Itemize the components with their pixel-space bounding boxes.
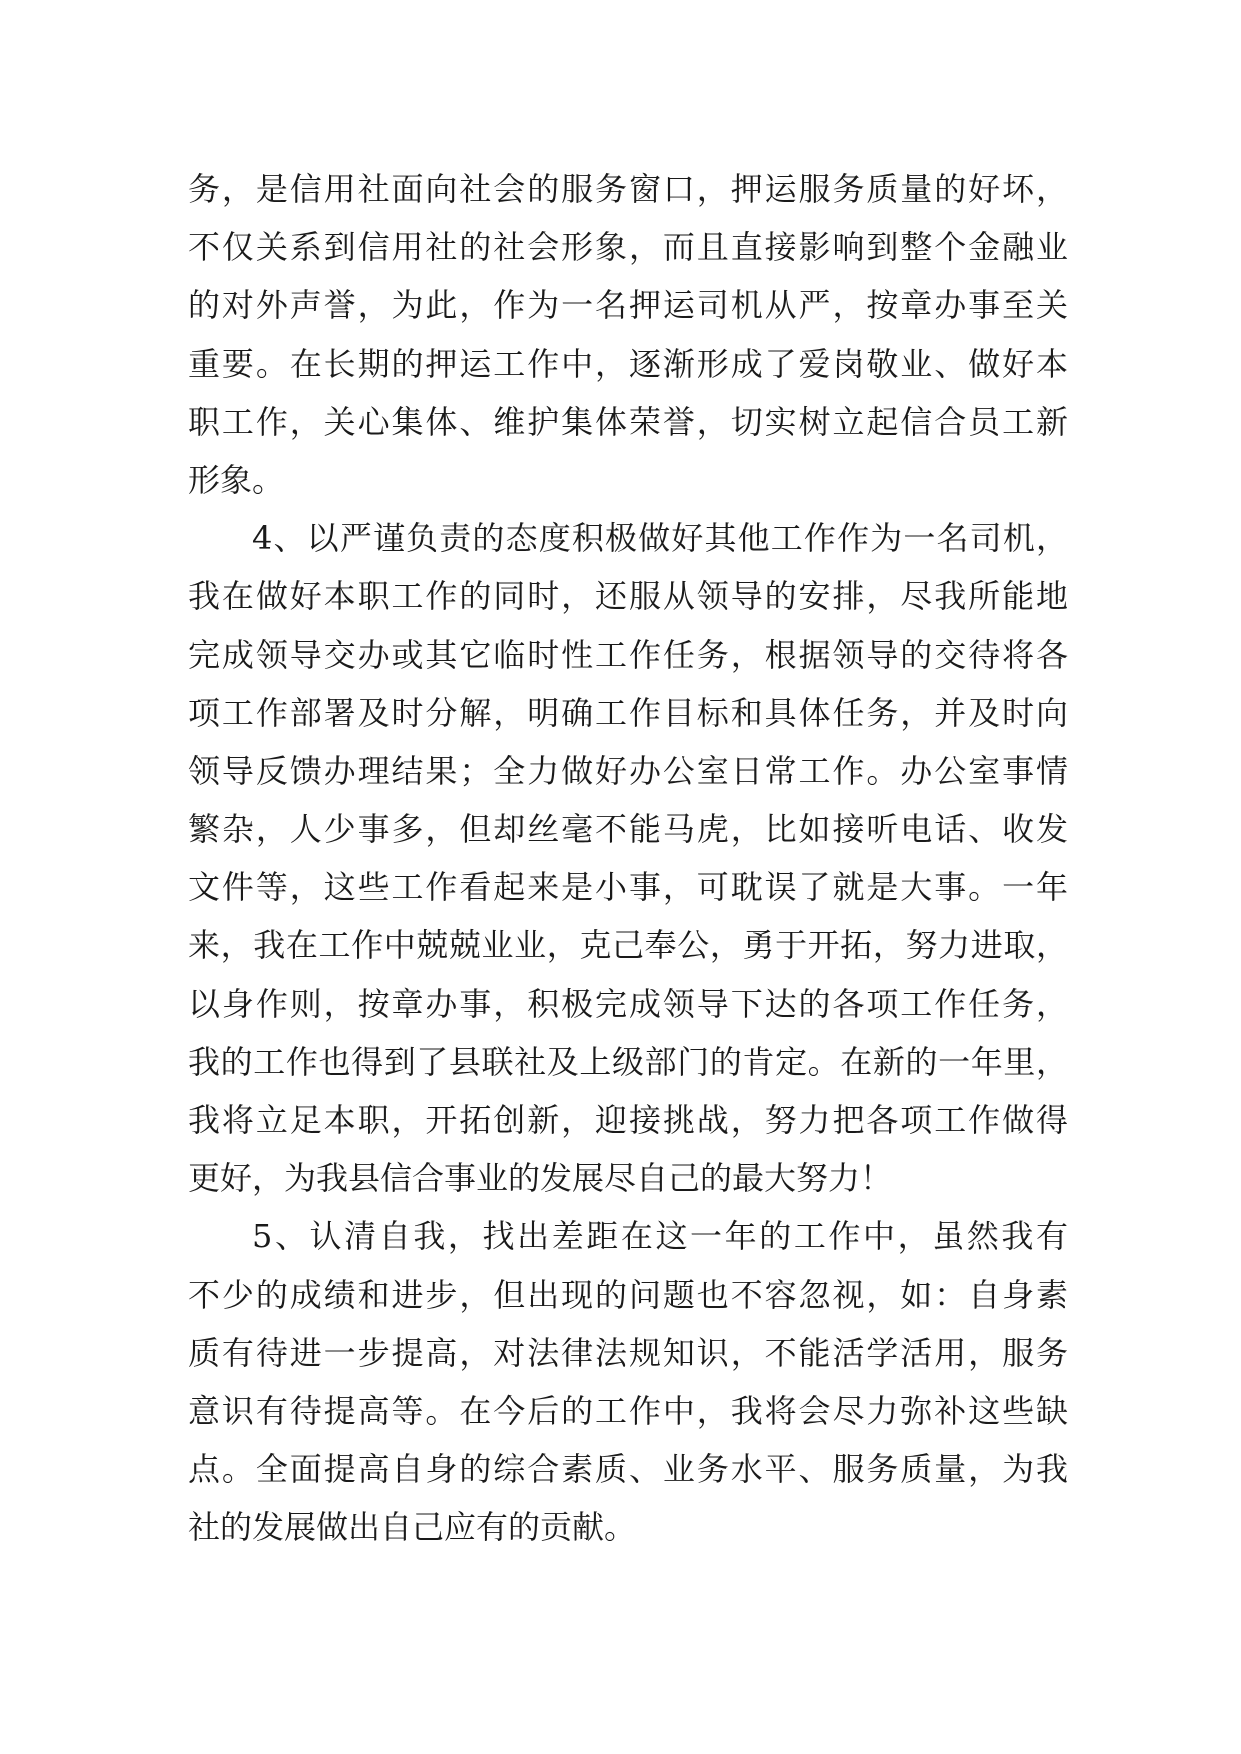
text-line: 完成领导交办或其它临时性工作任务，根据领导的交待将各 [188,635,1068,674]
text-line: 项工作部署及时分解，明确工作目标和具体任务，并及时向 [188,693,1068,732]
text-line: 重要。在长期的押运工作中，逐渐形成了爱岗敬业、做好本 [188,344,1068,383]
text-line: 我将立足本职，开拓创新，迎接挑战，努力把各项工作做得 [188,1101,1068,1139]
document-body [188,160,1068,1557]
text-line: 4、以严谨负责的态度积极做好其他工作作为一名司机， [252,519,1068,558]
paragraph-2 [188,509,1068,1207]
text-line: 点。全面提高自身的综合素质、业务水平、服务质量，为我 [188,1450,1068,1489]
text-line: 5、认清自我，找出差距在这一年的工作中，虽然我有 [252,1217,1068,1256]
text-line: 务，是信用社面向社会的服务窗口，押运服务质量的好坏， [188,170,1068,208]
text-line: 我的工作也得到了县联社及上级部门的肯定。在新的一年里， [188,1042,1068,1081]
text-line: 形象。 [188,460,285,499]
text-line: 意识有待提高等。在今后的工作中，我将会尽力弥补这些缺 [188,1391,1068,1430]
text-line: 不仅关系到信用社的社会形象，而且直接影响到整个金融业 [188,228,1068,267]
text-line: 质有待进一步提高，对法律法规知识，不能活学活用，服务 [188,1333,1068,1372]
text-line: 领导反馈办理结果；全力做好办公室日常工作。办公室事情 [188,751,1068,790]
text-line: 更好，为我县信合事业的发展尽自己的最大努力！ [188,1159,893,1198]
text-line: 职工作，关心集体、维护集体荣誉，切实树立起信合员工新 [188,402,1068,441]
paragraph-1 [188,160,1068,509]
text-line: 文件等，这些工作看起来是小事，可耽误了就是大事。一年 [188,868,1068,907]
text-line: 不少的成绩和进步，但出现的问题也不容忽视，如：自身素 [188,1275,1068,1314]
text-line: 社的发展做出自己应有的贡献。 [188,1508,637,1547]
text-line: 我在做好本职工作的同时，还服从领导的安排，尽我所能地 [188,577,1068,616]
paragraph-3 [188,1207,1068,1556]
text-line: 来，我在工作中兢兢业业，克己奉公，勇于开拓，努力进取， [188,926,1068,965]
text-line: 以身作则，按章办事，积极完成领导下达的各项工作任务， [188,984,1068,1023]
text-line: 的对外声誉，为此，作为一名押运司机从严，按章办事至关 [188,286,1068,325]
text-line: 繁杂，人少事多，但却丝毫不能马虎，比如接听电话、收发 [188,810,1068,849]
